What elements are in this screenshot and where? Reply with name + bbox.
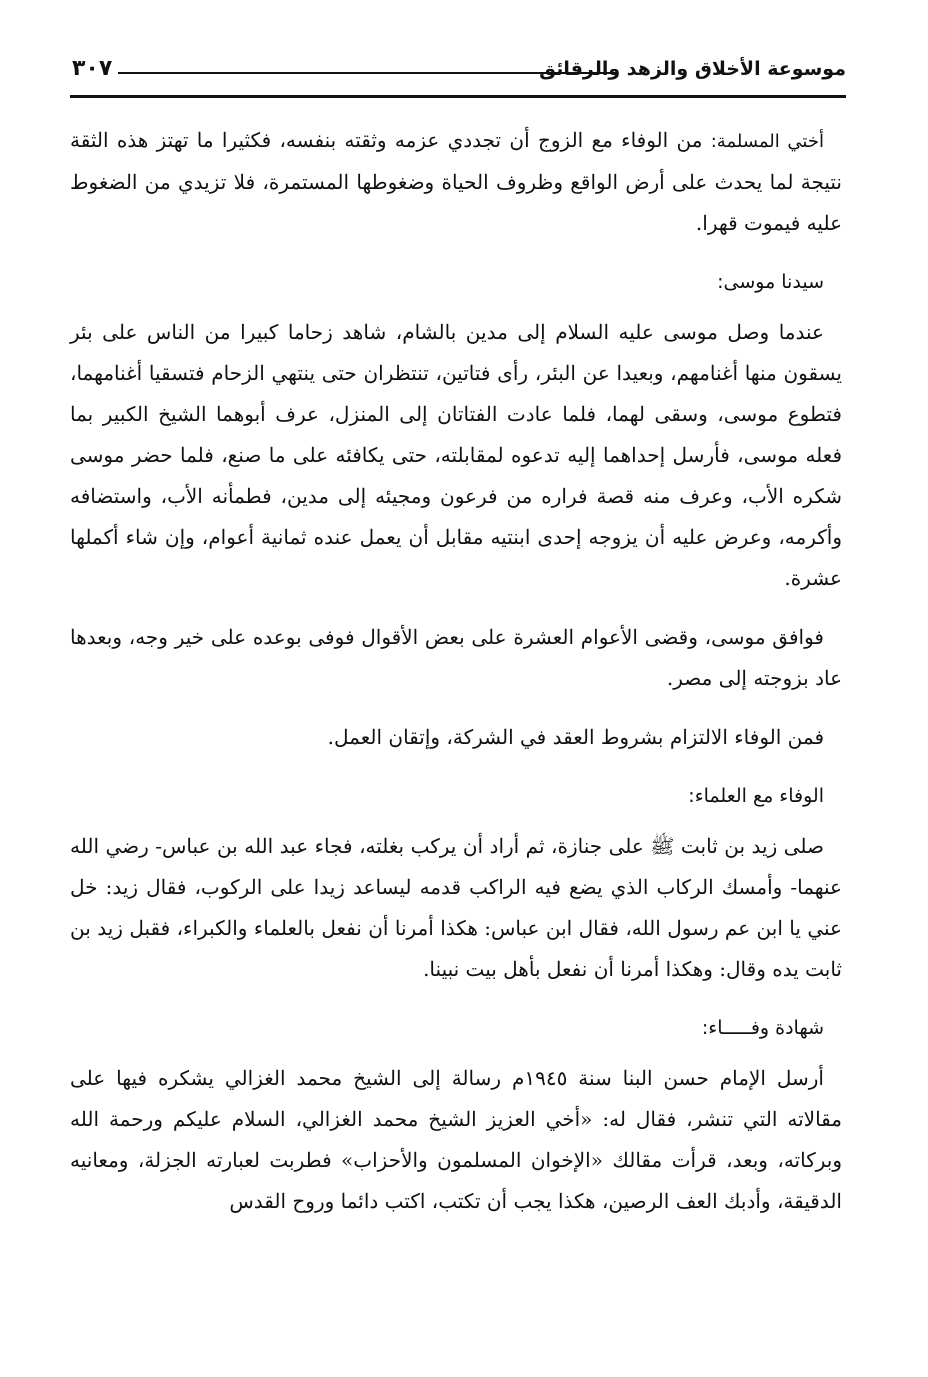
paragraph-zaid-story: صلى زيد بن ثابت ﷺ على جنازة، ثم أراد أن يركب بغلته، فجاء عبد الله بن عباس- رضي الله عنهما- وأمسك الركاب الذي يضع فيه الراكب قدمه ليساعد زيدا على الركوب، فقال زيد: خل عني يا ابن عم رسول الله، فقال ابن عباس: هكذا أمرنا أن نفعل بالعلماء والكبراء، فقبل زيد بن ثابت يده وقال: وهكذا أمرنا أن نفعل بأهل بيت نبينا. — [70, 834, 842, 981]
header-divider — [118, 72, 618, 74]
section-heading-moses: سيدنا موسى: — [717, 271, 824, 293]
paragraph-text: من الوفاء مع الزوج أن تجددي عزمه وثقته بنفسه، فكثيرا ما تهتز هذه الثقة نتيجة لما يحدث على أرض الواقع وظروف الحياة وضغوطها المستمرة، فلا تزيدي من الضغوط عليه فيموت قهرا. — [70, 128, 842, 235]
paragraph-muslim-sister — [70, 120, 842, 244]
body-text — [70, 120, 842, 1240]
section-heading-scholars: الوفاء مع العلماء: — [688, 785, 824, 807]
paragraph-banna-letter: أرسل الإمام حسن البنا سنة ١٩٤٥م رسالة إلى الشيخ محمد الغزالي يشكره فيها على مقالاته التي تنشر، فقال له: «أخي العزيز الشيخ محمد الغزالي، السلام عليكم ورحمة الله وبركاته، وبعد، قرأت مقالك «الإخوان المسلمون والأحزاب» فطربت لعبارته الجزلة، ومعانيه الدقيقة، وأدبك العف الرصين، هكذا يجب أن تكتب، اكتب دائما وروح القدس — [70, 1066, 842, 1213]
paragraph-moses-story: عندما وصل موسى عليه السلام إلى مدين بالشام، شاهد زحاما كبيرا من الناس على بئر يسقون منها أغنامهم، وبعيدا عن البئر، رأى فتاتين، تنتظران حتى ينتهي الزحام فتسقيا أغنامهما، فتطوع موسى، وسقى لهما، فلما عادت الفتاتان إلى المنزل، عرف أبوهما الشيخ الكبير بما فعله موسى، فأرسل إحداهما إليه تدعوه لمقابلته، حتى يكافئه على ما صنع، فلما حضر موسى شكره الأب، وعرف منه قصة فراره من فرعون ومجيئه إلى مدين، فطمأنه الأب، واستضافه وأكرمه، وعرض عليه أن يزوجه إحدى ابنتيه مقابل أن يعمل عنده ثمانية أعوام، وإن شاء أكملها عشرة. — [70, 320, 843, 590]
header-rule — [70, 95, 846, 98]
paragraph-label: أختي المسلمة: — [710, 131, 824, 152]
paragraph-contract-loyalty: فمن الوفاء الالتزام بشروط العقد في الشركة، وإتقان العمل. — [327, 725, 824, 749]
running-header — [70, 56, 846, 90]
paragraph-moses-agreement: فوافق موسى، وقضى الأعوام العشرة على بعض الأقوال فوفى بوعده على خير وجه، وبعدها عاد بزوجته إلى مصر. — [70, 625, 842, 690]
section-heading-testimony: شهادة وفـــــاء: — [701, 1017, 824, 1039]
page-number: ٣٠٧ — [72, 56, 113, 81]
book-title: موسوعة الأخلاق والزهد والرقائق — [539, 58, 846, 80]
